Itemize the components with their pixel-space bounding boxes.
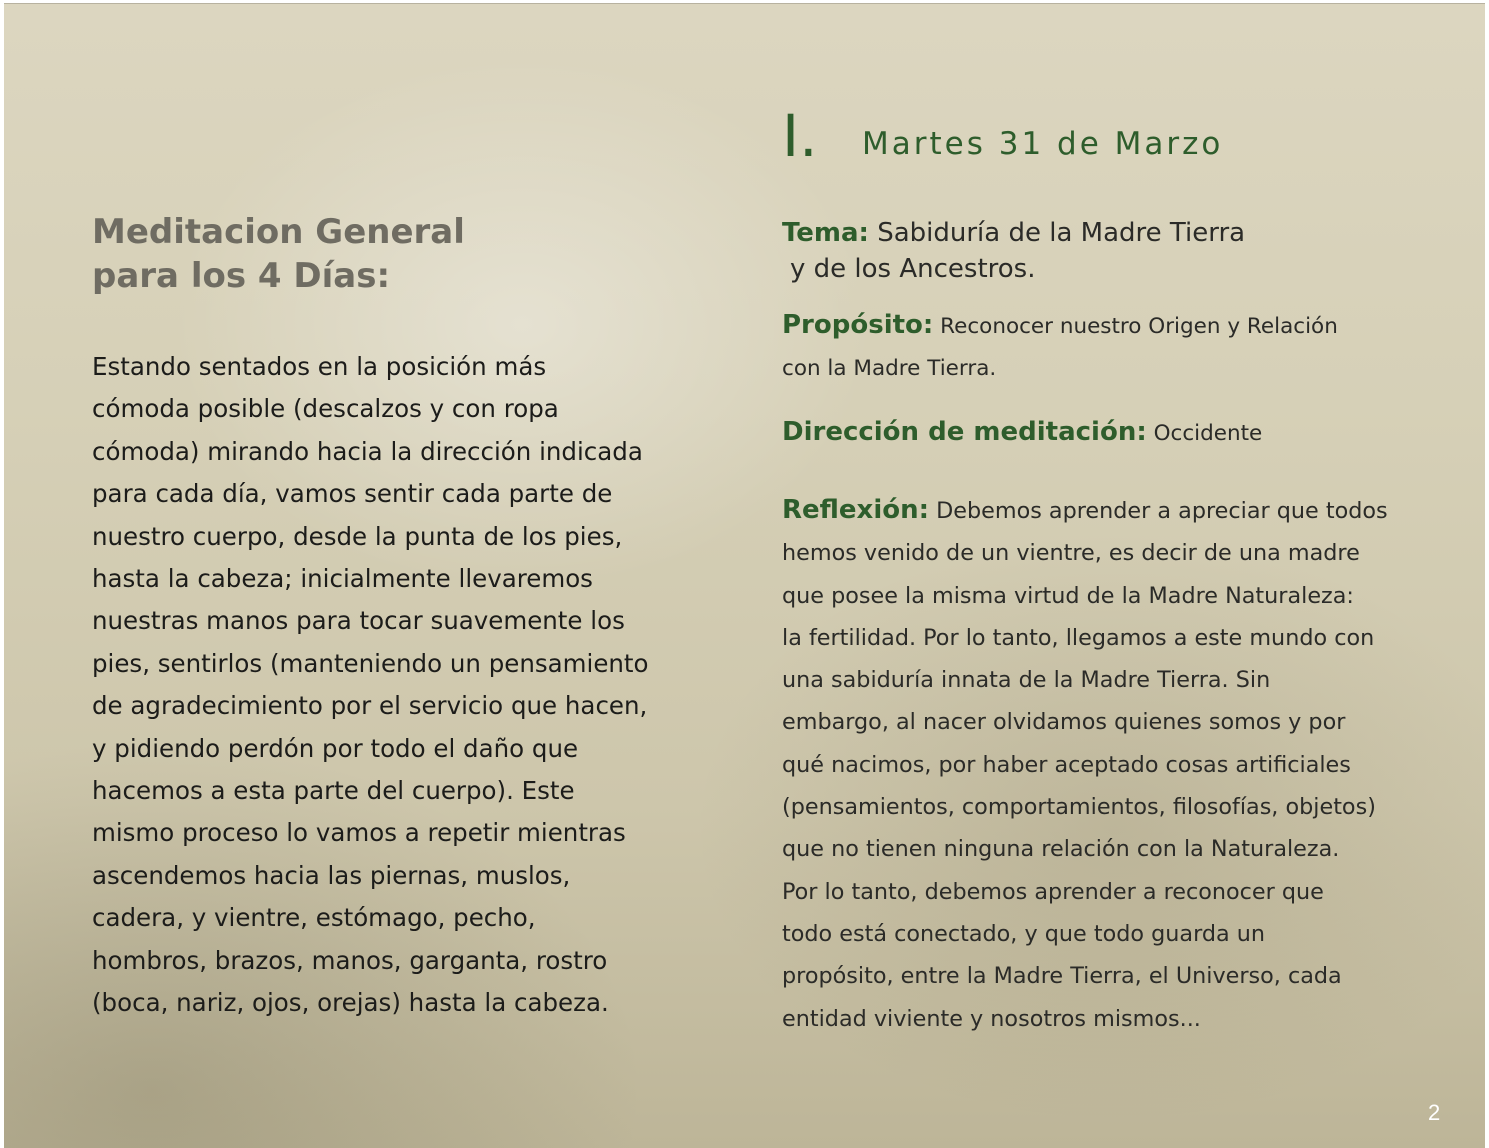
general-meditation-body	[92, 346, 682, 1025]
tema-label: Tema:	[782, 218, 869, 248]
day-date: Martes 31 de Marzo	[862, 126, 1224, 162]
proposito-value-line-1: Reconocer nuestro Origen y Relación	[940, 314, 1338, 339]
proposito-value-line-2: con la Madre Tierra.	[782, 356, 997, 381]
page-number: 2	[1428, 1100, 1441, 1125]
body-line: hombros, brazos, manos, garganta, rostro	[92, 945, 608, 975]
body-line: nuestro cuerpo, desde la punta de los pies,	[92, 521, 623, 551]
direccion-value: Occidente	[1153, 421, 1263, 446]
body-line: cómoda posible (descalzos y con ropa	[92, 394, 559, 424]
body-line: pies, sentirlos (manteniendo un pensamiento	[92, 648, 649, 678]
body-line: hacemos a esta parte del cuerpo). Este	[92, 776, 575, 806]
body-line: hasta la cabeza; inicialmente llevaremos	[92, 564, 593, 594]
direccion-section	[782, 412, 1422, 454]
body-line: Estando sentados en la posición más	[92, 352, 547, 381]
body-line: para cada día, vamos sentir cada parte de	[92, 479, 613, 509]
reflexion-line: una sabiduría innata de la Madre Tierra. Sin	[782, 667, 1271, 694]
direccion-label: Dirección de meditación:	[782, 417, 1147, 447]
title-line-1: Meditacion General	[92, 212, 465, 252]
title-line-2: para los 4 Días:	[92, 256, 391, 296]
body-line: de agradecimiento por el servicio que hacen,	[92, 691, 648, 721]
reflexion-line: que posee la misma virtud de la Madre Naturaleza:	[782, 582, 1354, 609]
reflexion-line: qué nacimos, por haber aceptado cosas artificiales	[782, 751, 1351, 778]
body-line: cadera, y vientre, estómago, pecho,	[92, 903, 536, 933]
reflexion-line: embargo, al nacer olvidamos quienes somos y por	[782, 709, 1346, 736]
reflexion-line: hemos venido de un vientre, es decir de una madre	[782, 540, 1360, 567]
reflexion-label: Reflexión:	[782, 495, 930, 525]
slide	[4, 3, 1485, 1148]
proposito-label: Propósito:	[782, 310, 934, 340]
reflexion-line: (pensamientos, comportamientos, filosofías, objetos)	[782, 794, 1376, 821]
body-line: y pidiendo perdón por todo el daño que	[92, 733, 579, 763]
proposito-section	[782, 304, 1422, 390]
reflexion-line: todo está conectado, y que todo guarda un	[782, 920, 1266, 947]
body-line: (boca, nariz, ojos, orejas) hasta la cabeza.	[92, 988, 609, 1018]
body-line: mismo proceso lo vamos a repetir mientras	[92, 818, 626, 848]
tema-value-line-1: Sabiduría de la Madre Tierra	[877, 218, 1246, 248]
body-line: cómoda) mirando hacia la dirección indicada	[92, 436, 643, 466]
reflexion-line: que no tienen ninguna relación con la Naturaleza.	[782, 836, 1340, 863]
tema-section	[782, 215, 1422, 287]
reflexion-first-line: Debemos aprender a apreciar que todos	[936, 498, 1388, 524]
day-numeral: I.	[782, 102, 818, 170]
body-line: ascendemos hacia las piernas, muslos,	[92, 860, 571, 890]
body-line: nuestras manos para tocar suavemente los	[92, 606, 625, 636]
general-meditation-title	[92, 210, 612, 298]
reflexion-line: propósito, entre la Madre Tierra, el Universo, cada	[782, 963, 1342, 990]
tema-value-line-2: y de los Ancestros.	[790, 254, 1036, 284]
reflexion-line: entidad viviente y nosotros mismos...	[782, 1005, 1201, 1032]
reflexion-line: la fertilidad. Por lo tanto, llegamos a este mundo con	[782, 624, 1375, 651]
reflexion-line: Por lo tanto, debemos aprender a reconocer que	[782, 878, 1324, 905]
reflexion-section	[782, 489, 1422, 1040]
